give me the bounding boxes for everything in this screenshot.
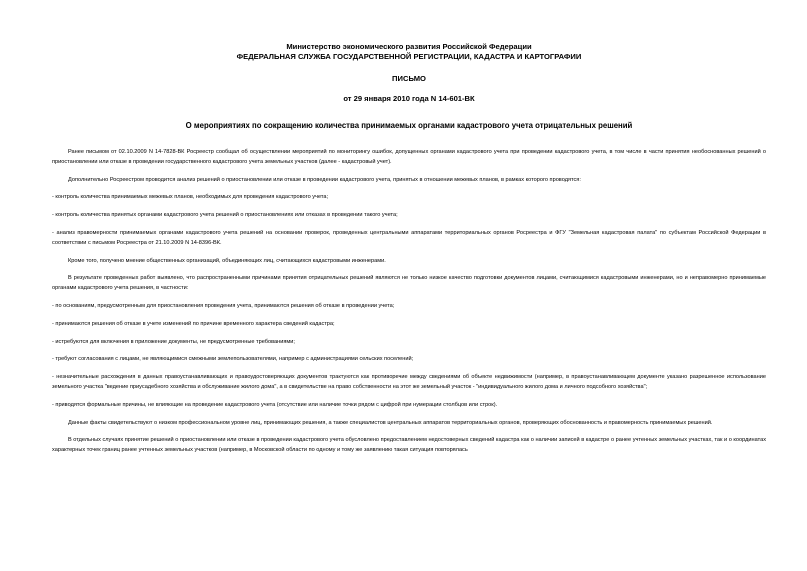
paragraph: В отдельных случаях принятие решений о приостановлении или отказе в проведении кадастрового учета обусловлено предоставлением недостоверных сведений кадастра как о наличии записей в кадастре о ранее учтенных земельных участках, так и о координатах характерных точек границ ранее учтенных земельных участков (например, в Московской области по одному и тому же заявлению такая ситуация повторялась bbox=[52, 437, 766, 454]
list-item: - требуют согласования с лицами, не являющимися смежными землепользователями, например с администрациями сельских поселений; bbox=[52, 356, 414, 363]
paragraph: Ранее письмом от 02.10.2009 N 14-7828-ВК Росреестр сообщал об осуществлении мероприятий по мониторингу ошибок, допущенных органами кадастрового учета при проведении кадастрового учета, в том числе в части принятия необоснованных решений о приостановлении или отказе в проведении государственного кадастрового учета земельных участков (далее - кадастровый учет). bbox=[52, 149, 766, 165]
list-item: - анализ правомерности принимаемых органами кадастрового учета решений на основании проверок, проведенных центральными аппаратами территориальных органов Росреестра и ФГУ "Земельная кадастровая палата" по субъектам Российской Федерации в соответствии с письмом Росреестра от 21.10.2009 N 14-8396-ВК. bbox=[52, 229, 766, 246]
service-name: ФЕДЕРАЛЬНАЯ СЛУЖБА ГОСУДАРСТВЕННОЙ РЕГИСТРАЦИИ, КАДАСТРА И КАРТОГРАФИИ bbox=[236, 52, 582, 61]
document-date-number: от 29 января 2010 года N 14-601-ВК bbox=[343, 94, 475, 103]
paragraph: Дополнительно Росреестром проводится анализ решений о приостановлении или отказе в проведении кадастрового учета, принятых в отношении межевых планов, в рамках которого проводятся: bbox=[68, 176, 581, 183]
document-body bbox=[52, 148, 766, 456]
list-item: - контроль количества принимаемых межевых планов, необходимых для проведения кадастрового учета; bbox=[52, 194, 329, 201]
list-item: - незначительные расхождения в данных правоустанавливающих и правоудостоверяющих документов трактуются как противоречие между сведениями об объекте недвижимости (например, в правоустанавливающем документе указано разрешенное использование земельного участка "ведение приусадебного хозяйства и обслуживание жилого дома", а в свидетельстве на право собственности на этот же земельный участок - "индивидуального жилого дома и личного подсобного хозяйства"; bbox=[52, 374, 766, 390]
list-item: - по основаниям, предусмотренным для приостановления проведения учета, принимаются решения об отказе в проведении учета; bbox=[52, 302, 395, 309]
list-item: - истребуются для включения в приложение документы, не предусмотренные требованиями; bbox=[52, 338, 295, 345]
document-subject: О мероприятиях по сокращению количества принимаемых органами кадастрового учета отрицательных решений bbox=[185, 121, 633, 130]
paragraph: Кроме того, получено мнение общественных организаций, объединяющих лиц, считающихся кадастровыми инженерами. bbox=[68, 257, 386, 264]
list-item: - приводятся формальные причины, не влияющие на проведение кадастрового учета (отсутствие или наличие точки рядом с цифрой при нумерации столбцов или строк). bbox=[52, 401, 498, 408]
list-item: - контроль количества принятых органами кадастрового учета решений о приостановлениях или отказах в проведении такого учета; bbox=[52, 212, 398, 219]
paragraph: В результате проведенных работ выявлено, что распространенными причинами принятия отрицательных решений являются не только низкое качество подготовки документов лицами, считающимися кадастровыми инженерами, но и неправомерно принимаемые органами кадастрового учета решения, в частности: bbox=[52, 275, 766, 292]
document-page bbox=[52, 42, 766, 464]
ministry-name: Министерство экономического развития Российской Федерации bbox=[286, 42, 532, 51]
document-type: ПИСЬМО bbox=[392, 74, 426, 83]
list-item: - принимаются решения об отказе в учете изменений по причине временного характера сведений кадастра; bbox=[52, 320, 335, 327]
paragraph: Данные факты свидетельствуют о низком профессиональном уровне лиц, принимающих решения, а также специалистов центральных аппаратов территориальных органов, проверяющих обоснованность и правомерность принимаемых решений. bbox=[68, 419, 713, 426]
